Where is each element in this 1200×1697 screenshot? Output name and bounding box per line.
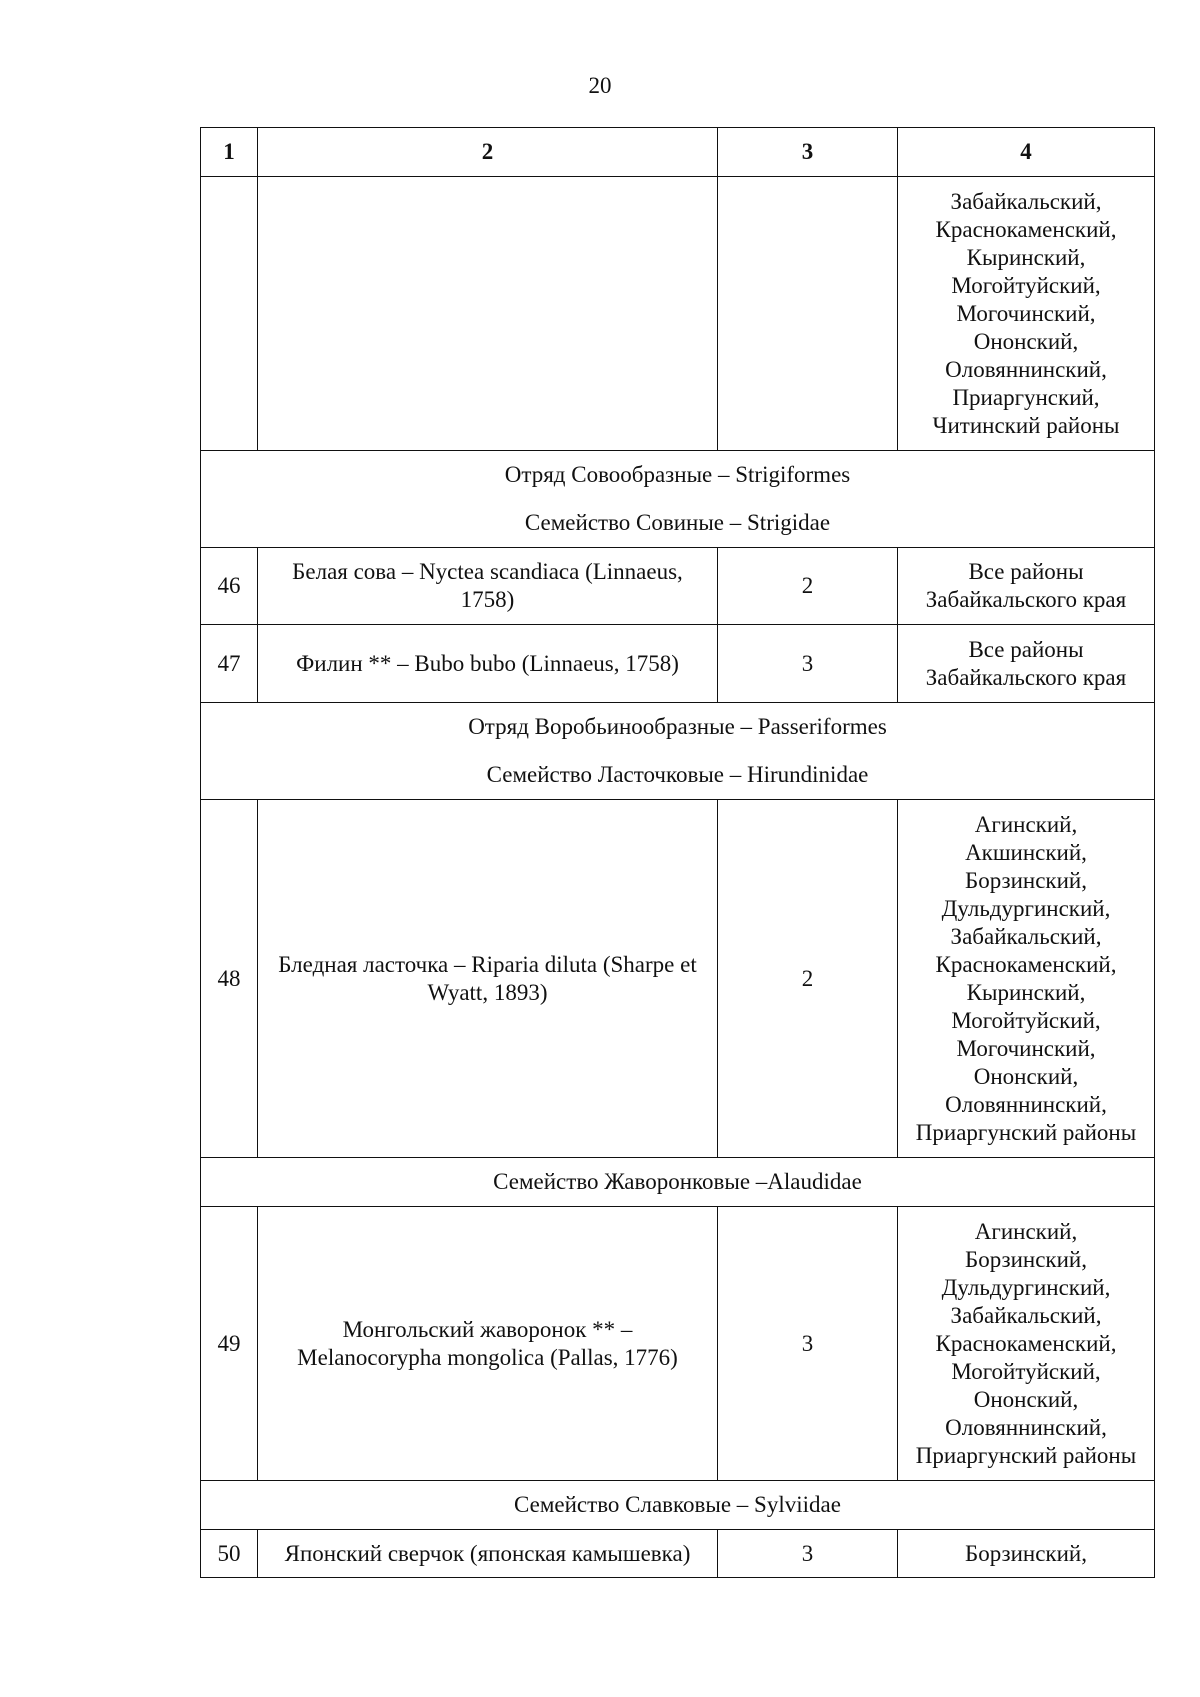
district: Приаргунский, xyxy=(952,384,1100,410)
district: Ононский, xyxy=(973,1063,1079,1089)
name-line: Wyatt, 1893) xyxy=(427,979,548,1005)
name-line: Филин ** – Bubo bubo (Linnaeus, 1758) xyxy=(296,650,679,676)
district: Все районы xyxy=(968,636,1084,662)
family-heading: Семейство Славковые – Sylviidae xyxy=(514,1492,841,1517)
district: Борзинский, xyxy=(965,867,1087,893)
section-heading xyxy=(201,451,1155,548)
cell-num: 46 xyxy=(201,548,258,625)
table-row xyxy=(201,1207,1155,1481)
family-heading: Семейство Совиные – Strigidae xyxy=(524,510,831,535)
cell-category: 3 xyxy=(718,625,898,703)
cell-districts xyxy=(898,1207,1155,1481)
cell-num xyxy=(201,177,258,451)
name-line: Белая сова – Nyctea scandiaca (Linnaeus, xyxy=(292,559,683,584)
table-row xyxy=(201,625,1155,703)
district: Забайкальский, xyxy=(950,188,1102,214)
section-heading xyxy=(201,1481,1155,1530)
district: Краснокаменский, xyxy=(935,216,1117,242)
district: Забайкальского края xyxy=(925,587,1127,612)
cell-districts xyxy=(898,177,1155,451)
district: Оловяннинский, xyxy=(945,1091,1107,1117)
cell-districts xyxy=(898,548,1155,625)
cell-num: 50 xyxy=(201,1530,258,1578)
section-heading xyxy=(201,703,1155,800)
district: Могочинский, xyxy=(956,300,1096,326)
section-row-alaudidae xyxy=(201,1158,1155,1207)
cell-name xyxy=(258,625,718,703)
header-col-4: 4 xyxy=(898,128,1155,177)
district: Могойтуйский, xyxy=(951,1358,1101,1384)
cell-name xyxy=(258,1530,718,1578)
table-row xyxy=(201,800,1155,1158)
table-row xyxy=(201,1530,1155,1578)
district: Борзинский, xyxy=(965,1540,1087,1566)
name-line: Монгольский жаворонок ** – xyxy=(342,1316,633,1342)
cell-category: 2 xyxy=(718,548,898,625)
cell-name xyxy=(258,1207,718,1481)
cell-districts xyxy=(898,800,1155,1158)
district: Все районы xyxy=(968,559,1084,584)
cell-districts xyxy=(898,1530,1155,1578)
name-line: Melanocorypha mongolica (Pallas, 1776) xyxy=(297,1344,678,1370)
district: Забайкальского края xyxy=(925,664,1127,690)
order-heading: Отряд Воробьинообразные – Passeriformes xyxy=(468,714,887,739)
district: Забайкальский, xyxy=(950,1302,1102,1328)
district: Ононский, xyxy=(973,328,1079,354)
section-row-strigiformes xyxy=(201,451,1155,548)
district: Читинский районы xyxy=(932,412,1120,438)
cell-num: 49 xyxy=(201,1207,258,1481)
cell-category: 2 xyxy=(718,800,898,1158)
name-line: 1758) xyxy=(460,587,515,612)
family-heading: Семейство Ласточковые – Hirundinidae xyxy=(486,762,869,787)
cell-num: 48 xyxy=(201,800,258,1158)
district: Дульдургинский, xyxy=(941,1274,1111,1300)
cell-category xyxy=(718,177,898,451)
section-row-passeriformes xyxy=(201,703,1155,800)
header-col-2: 2 xyxy=(258,128,718,177)
district: Агинский, xyxy=(974,811,1078,837)
district: Акшинский, xyxy=(965,839,1087,865)
district: Приаргунский районы xyxy=(915,1442,1137,1468)
section-heading xyxy=(201,1158,1155,1207)
name-line: Бледная ласточка – Riparia diluta (Sharpe et xyxy=(278,951,697,977)
cell-category: 3 xyxy=(718,1207,898,1481)
cell-districts xyxy=(898,625,1155,703)
district: Дульдургинский, xyxy=(941,895,1111,921)
header-col-1: 1 xyxy=(201,128,258,177)
continuation-row xyxy=(201,177,1155,451)
district: Борзинский, xyxy=(965,1246,1087,1272)
cell-category: 3 xyxy=(718,1530,898,1578)
district: Оловяннинский, xyxy=(945,1414,1107,1440)
section-row-sylviidae xyxy=(201,1481,1155,1530)
district: Приаргунский районы xyxy=(915,1119,1137,1145)
district: Краснокаменский, xyxy=(935,951,1117,977)
header-col-3: 3 xyxy=(718,128,898,177)
cell-name xyxy=(258,800,718,1158)
page-number: 20 xyxy=(588,73,612,98)
district: Агинский, xyxy=(974,1218,1078,1244)
header-row xyxy=(201,128,1155,177)
district: Кыринский, xyxy=(966,979,1086,1005)
cell-num: 47 xyxy=(201,625,258,703)
order-heading: Отряд Совообразные – Strigiformes xyxy=(504,462,851,487)
district: Могочинский, xyxy=(956,1035,1096,1061)
table-row xyxy=(201,548,1155,625)
name-line: Японский сверчок (японская камышевка) xyxy=(284,1540,691,1566)
cell-name xyxy=(258,548,718,625)
district: Забайкальский, xyxy=(950,923,1102,949)
cell-name xyxy=(258,177,718,451)
district: Могойтуйский, xyxy=(951,272,1101,298)
district: Могойтуйский, xyxy=(951,1007,1101,1033)
family-heading: Семейство Жаворонковые –Alaudidae xyxy=(493,1169,862,1194)
district: Ононский, xyxy=(973,1386,1079,1412)
district: Краснокаменский, xyxy=(935,1330,1117,1356)
species-table xyxy=(200,127,1155,1578)
district: Кыринский, xyxy=(966,244,1086,270)
district: Оловяннинский, xyxy=(945,356,1107,382)
